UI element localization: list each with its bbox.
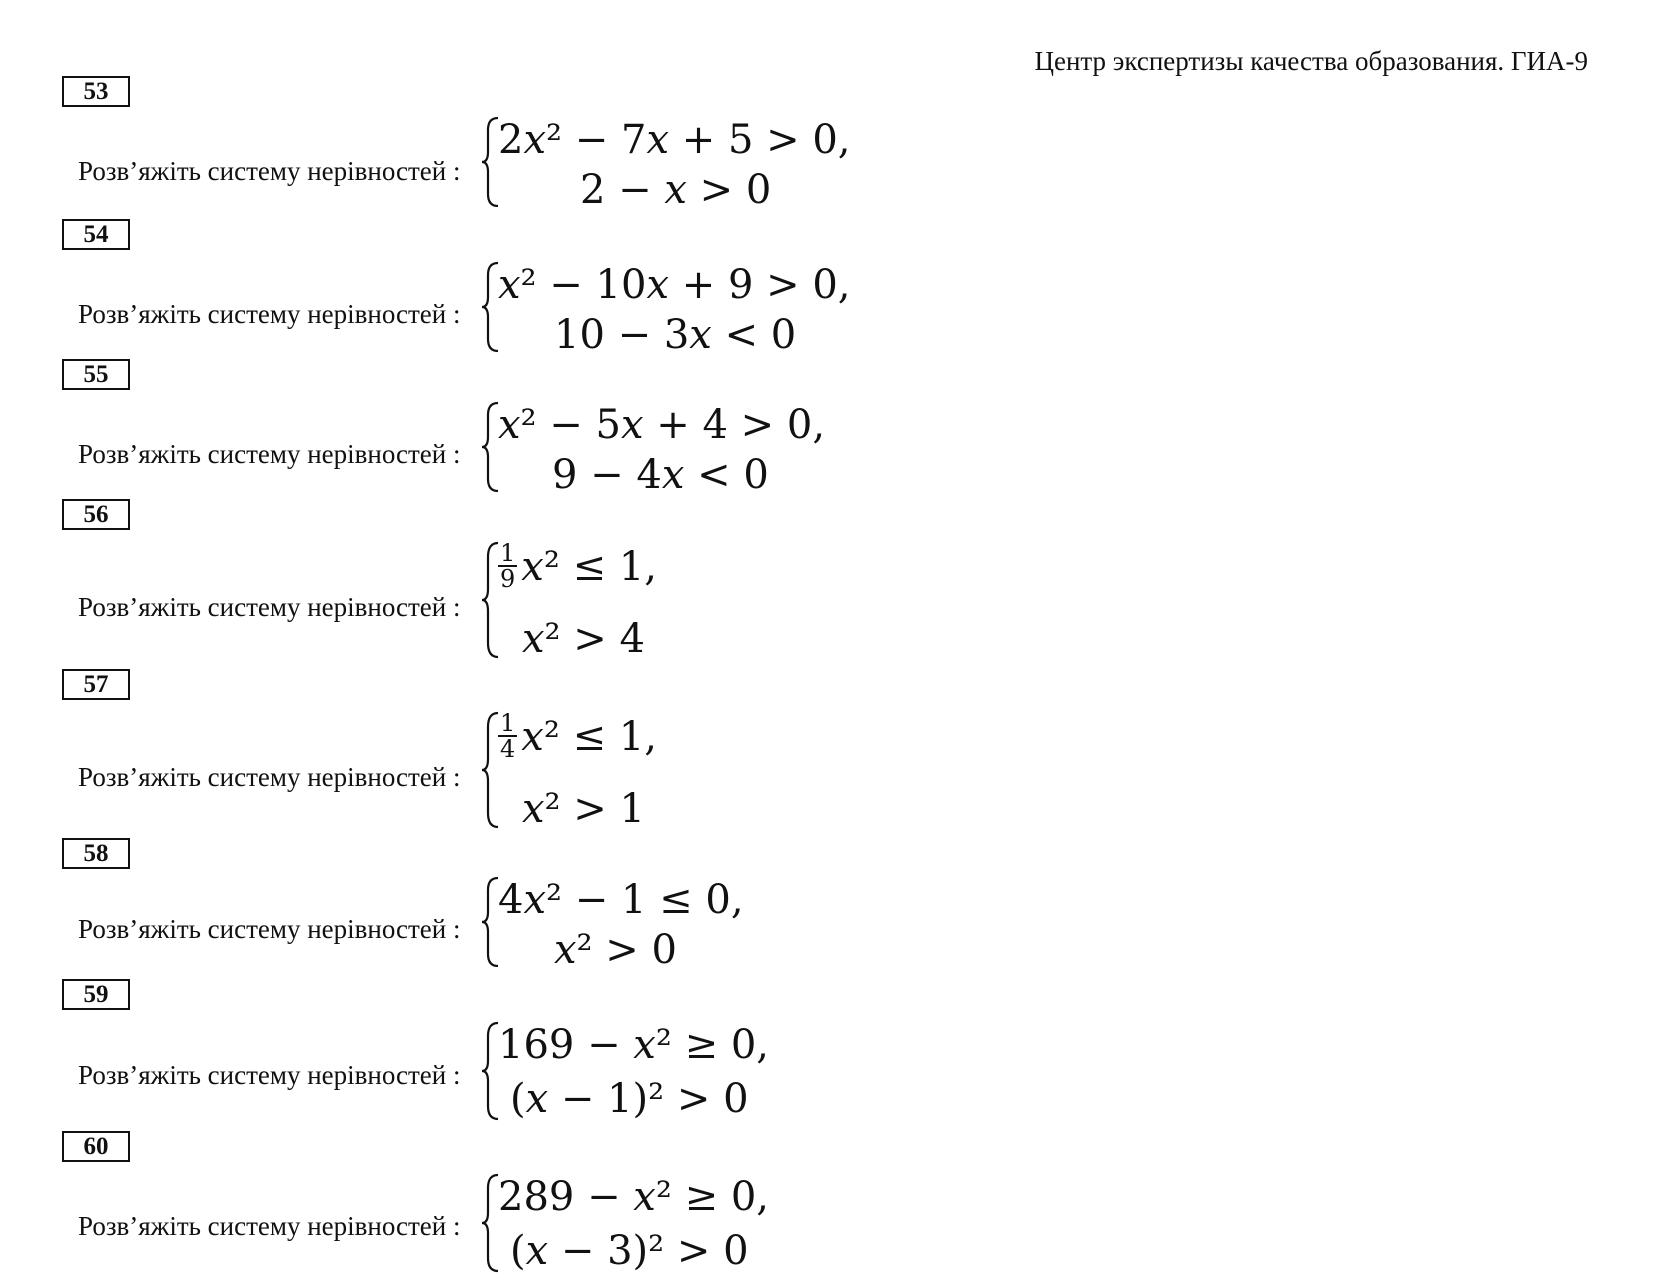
- system-line-2: (𝑥 − 3)² > 0: [510, 1228, 749, 1274]
- page-header: Центр экспертизы качества образования. ГИА-9: [1034, 46, 1588, 76]
- problem-number: 57: [62, 669, 130, 700]
- problem-prompt: Розв’яжіть систему нерівностей :: [78, 156, 461, 186]
- problem-prompt: Розв’яжіть систему нерівностей :: [78, 1211, 461, 1241]
- system-line-2: (𝑥 − 1)² > 0: [510, 1076, 749, 1122]
- problem-number: 60: [62, 1131, 130, 1162]
- fraction-numerator: 1: [500, 539, 516, 567]
- system-line-1: 289 − 𝑥² ≥ 0,: [498, 1174, 769, 1220]
- problem-number: 58: [62, 838, 130, 869]
- system-line-1: 2𝑥² − 7𝑥 + 5 > 0,: [498, 117, 851, 163]
- problem-number: 59: [62, 979, 130, 1010]
- problem-prompt: Розв’яжіть систему нерівностей :: [78, 762, 461, 792]
- fraction: [498, 711, 517, 761]
- problem-prompt: Розв’яжіть систему нерівностей :: [78, 592, 461, 622]
- problem-number: 56: [62, 499, 130, 530]
- problem-number: 54: [62, 219, 130, 250]
- system-line-1: [498, 539, 657, 595]
- problem-number: 53: [62, 76, 130, 107]
- problem-prompt: Розв’яжіть систему нерівностей :: [78, 1060, 461, 1090]
- line-1-rest: 𝑥² ≤ 1,: [521, 544, 657, 590]
- system-line-2: 𝑥² > 0: [554, 927, 677, 973]
- system-line-1: 4𝑥² − 1 ≤ 0,: [498, 877, 744, 923]
- system-line-2: 10 − 3𝑥 < 0: [554, 312, 797, 358]
- system-line-2: 𝑥² > 1: [522, 786, 645, 832]
- system-line-1: 169 − 𝑥² ≥ 0,: [498, 1022, 769, 1068]
- system-line-1: 𝑥² − 5𝑥 + 4 > 0,: [498, 402, 826, 448]
- system-line-2: 𝑥² > 4: [522, 616, 645, 662]
- system-line-1: 𝑥² − 10𝑥 + 9 > 0,: [498, 262, 851, 308]
- fraction-denominator: 4: [500, 735, 516, 763]
- fraction-numerator: 1: [500, 709, 516, 737]
- system-line-2: 9 − 4𝑥 < 0: [552, 452, 769, 498]
- fraction-denominator: 9: [500, 565, 516, 593]
- problem-prompt: Розв’яжіть систему нерівностей :: [78, 914, 461, 944]
- system-line-1: [498, 709, 657, 765]
- line-1-rest: 𝑥² ≤ 1,: [521, 714, 657, 760]
- problem-prompt: Розв’яжіть систему нерівностей :: [78, 299, 461, 329]
- problem-prompt: Розв’яжіть систему нерівностей :: [78, 439, 461, 469]
- problem-number: 55: [62, 359, 130, 390]
- system-line-2: 2 − 𝑥 > 0: [580, 167, 772, 213]
- fraction: [498, 541, 517, 591]
